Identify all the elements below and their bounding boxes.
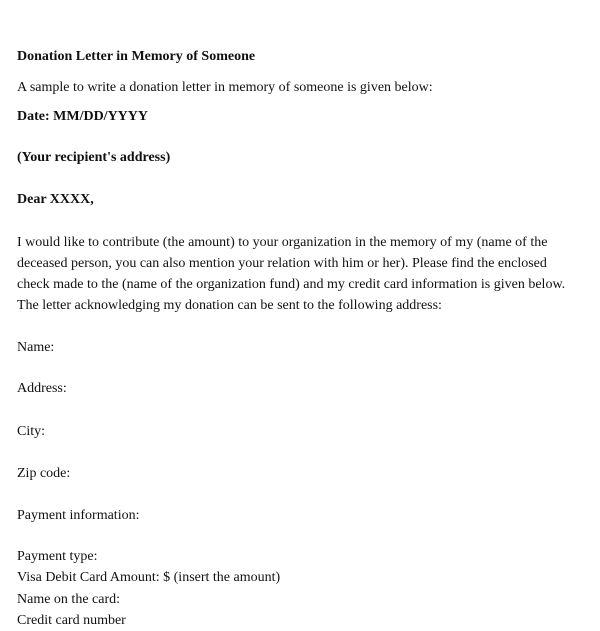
body-line: The letter acknowledging my donation can be sent to the following address: <box>17 298 442 313</box>
body-line: check made to the (name of the organization fund) and my credit card information is given below. <box>17 277 566 292</box>
recipient-address-placeholder: (Your recipient's address) <box>17 150 171 165</box>
intro-text: A sample to write a donation letter in memory of someone is given below: <box>17 80 433 95</box>
field-city-label: City: <box>17 424 46 439</box>
visa-amount-line: Visa Debit Card Amount: $ (insert the amount) <box>17 570 281 585</box>
field-name-label: Name: <box>17 340 55 355</box>
field-zip-label: Zip code: <box>17 466 71 481</box>
body-line: deceased person, you can also mention your relation with him or her). Please find the enclosed <box>17 256 547 271</box>
date-line: Date: MM/DD/YYYY <box>17 109 149 124</box>
field-address-label: Address: <box>17 381 67 396</box>
payment-type-label: Payment type: <box>17 549 98 564</box>
body-line: I would like to contribute (the amount) to your organization in the memory of my (name of the <box>17 235 548 250</box>
card-number-label: Credit card number <box>17 613 126 628</box>
payment-information-label: Payment information: <box>17 508 140 523</box>
document-title: Donation Letter in Memory of Someone <box>17 49 256 64</box>
body-paragraph <box>17 232 595 316</box>
salutation: Dear XXXX, <box>17 192 94 207</box>
card-name-label: Name on the card: <box>17 592 121 607</box>
